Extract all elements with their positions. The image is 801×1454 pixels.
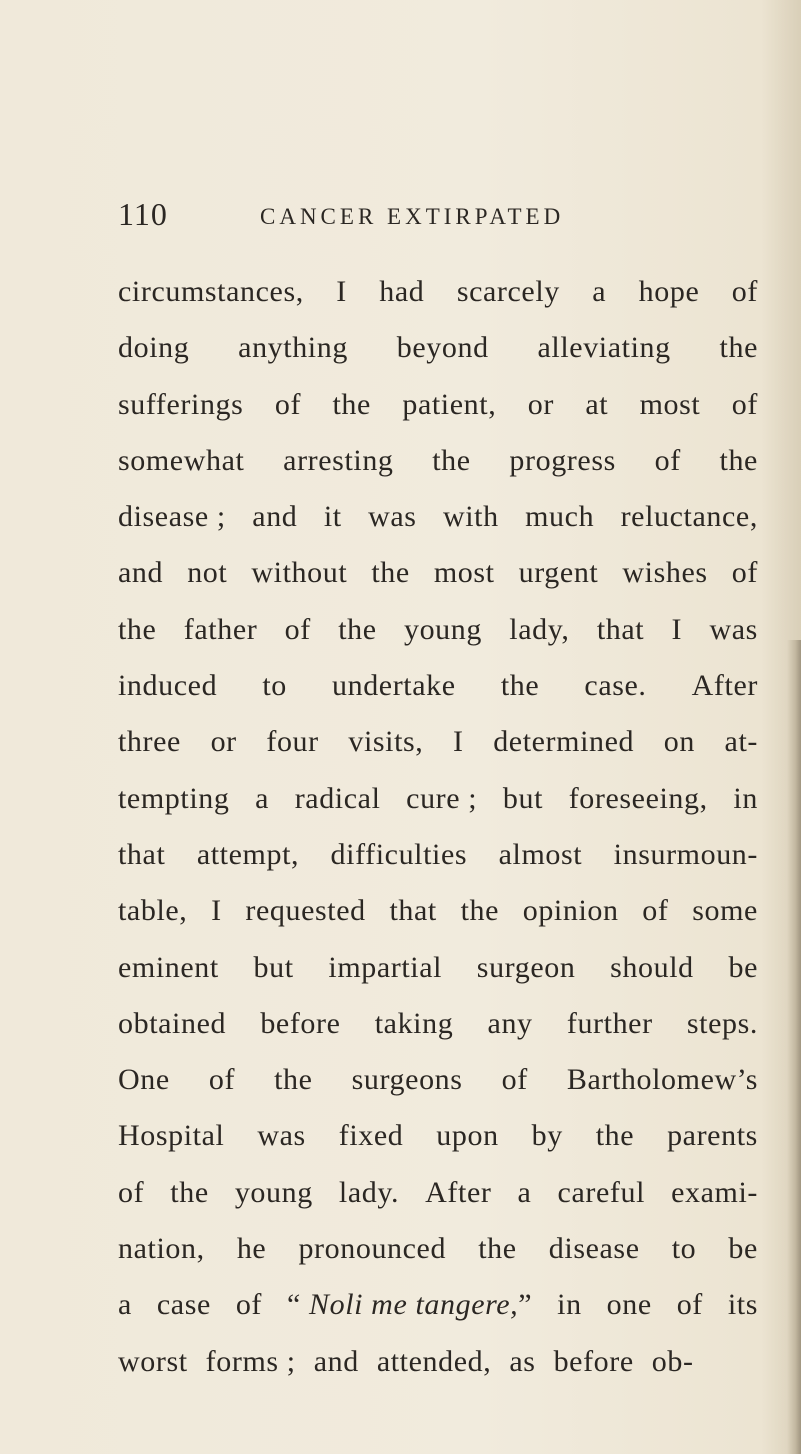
text-line-3 bbox=[118, 377, 758, 433]
word: foreseeing, bbox=[568, 781, 708, 815]
word: One bbox=[118, 1063, 170, 1097]
word: eminent bbox=[118, 950, 219, 984]
word: most bbox=[433, 556, 495, 590]
word: a bbox=[592, 275, 607, 308]
text-line-14 bbox=[118, 996, 758, 1052]
word: nation, bbox=[118, 1232, 205, 1266]
word: be bbox=[728, 950, 758, 984]
word: sufferings bbox=[118, 387, 244, 421]
word: at bbox=[585, 387, 609, 421]
word: surgeon bbox=[476, 950, 576, 984]
word: was bbox=[368, 500, 417, 534]
word: most bbox=[639, 387, 701, 421]
word: I bbox=[211, 894, 222, 928]
word: three bbox=[118, 725, 181, 759]
text-line-19 bbox=[118, 1277, 758, 1333]
word: but bbox=[253, 950, 294, 984]
word: of bbox=[501, 1063, 528, 1097]
word: of bbox=[654, 443, 681, 477]
word: its bbox=[727, 1288, 758, 1322]
word: of bbox=[731, 556, 758, 590]
word: the bbox=[478, 1232, 517, 1266]
word: wishes bbox=[622, 556, 708, 590]
word: Hospital bbox=[118, 1119, 225, 1153]
word: the bbox=[371, 556, 410, 590]
word: was bbox=[257, 1119, 306, 1153]
word: not bbox=[187, 556, 228, 590]
word: case bbox=[156, 1288, 211, 1322]
text-line-8 bbox=[118, 658, 758, 714]
word: any bbox=[487, 1006, 533, 1040]
text-line-17 bbox=[118, 1165, 758, 1221]
word: that bbox=[389, 894, 437, 928]
word: surgeons bbox=[351, 1063, 463, 1097]
word: almost bbox=[498, 837, 583, 871]
word: disease bbox=[548, 1232, 640, 1266]
word: Bartholomew’s bbox=[566, 1063, 758, 1097]
word: of bbox=[274, 387, 302, 421]
word: case. bbox=[584, 669, 647, 703]
word: careful bbox=[557, 1175, 646, 1209]
text-line-5 bbox=[118, 489, 758, 545]
word: urgent bbox=[518, 556, 599, 590]
word: cure ; bbox=[406, 781, 478, 815]
word: arresting bbox=[283, 443, 394, 477]
word: taking bbox=[374, 1006, 454, 1040]
running-head: CANCER EXTIRPATED bbox=[260, 204, 565, 229]
word: After bbox=[425, 1175, 492, 1209]
word: father bbox=[183, 612, 258, 646]
text-lines bbox=[118, 264, 758, 1277]
word: he bbox=[236, 1232, 267, 1266]
word: After bbox=[691, 669, 758, 703]
word: young bbox=[403, 612, 482, 646]
word: much bbox=[525, 500, 595, 534]
word: and bbox=[252, 500, 298, 534]
word: to bbox=[262, 669, 287, 703]
word: upon bbox=[436, 1119, 499, 1153]
word: to bbox=[671, 1232, 697, 1266]
word: the bbox=[432, 443, 471, 477]
word: the bbox=[332, 387, 371, 421]
body-text bbox=[118, 264, 758, 1390]
text-line-4 bbox=[118, 433, 758, 489]
text-line-20 bbox=[118, 1334, 758, 1390]
text-line-18 bbox=[118, 1221, 758, 1277]
word: before bbox=[553, 1344, 634, 1378]
word: should bbox=[610, 950, 694, 984]
word: further bbox=[566, 1006, 653, 1040]
word: circumstances, bbox=[118, 275, 304, 308]
word: on bbox=[663, 725, 695, 759]
word: lady, bbox=[509, 612, 570, 646]
word: the bbox=[274, 1063, 313, 1097]
word: alleviating bbox=[537, 331, 671, 365]
word: of bbox=[118, 1175, 145, 1209]
word: parents bbox=[667, 1119, 758, 1153]
text-line-9 bbox=[118, 714, 758, 770]
page-header bbox=[118, 196, 758, 244]
text-line-12 bbox=[118, 883, 758, 939]
word: induced bbox=[118, 669, 218, 703]
word: scarcely bbox=[456, 275, 560, 308]
word: exami- bbox=[671, 1175, 758, 1209]
word: of bbox=[731, 387, 758, 421]
word: tempting bbox=[118, 781, 230, 815]
word: I bbox=[453, 725, 464, 759]
word: radical bbox=[294, 781, 381, 815]
word: pronounced bbox=[298, 1232, 447, 1266]
word: that bbox=[118, 837, 166, 871]
word: and bbox=[118, 556, 164, 590]
word: the bbox=[338, 612, 377, 646]
word: of bbox=[208, 1063, 236, 1097]
text-line-13 bbox=[118, 940, 758, 996]
word: somewhat bbox=[118, 443, 245, 477]
word: steps. bbox=[686, 1006, 758, 1040]
word: one bbox=[606, 1288, 652, 1322]
word: and bbox=[313, 1344, 359, 1378]
word: opinion bbox=[522, 894, 619, 928]
word: the bbox=[170, 1175, 209, 1209]
word: the bbox=[500, 669, 540, 703]
word: a bbox=[118, 1288, 132, 1322]
word: visits, bbox=[348, 725, 424, 759]
text-line-7 bbox=[118, 602, 758, 658]
word: patient, bbox=[402, 387, 497, 421]
text-line-10 bbox=[118, 771, 758, 827]
text-line-6 bbox=[118, 545, 758, 601]
word: a bbox=[255, 781, 270, 815]
word: I bbox=[671, 612, 683, 646]
word: undertake bbox=[332, 669, 456, 703]
word: it bbox=[323, 500, 342, 534]
word: fixed bbox=[338, 1119, 404, 1153]
word: attended, bbox=[376, 1344, 492, 1378]
word: be bbox=[728, 1232, 758, 1266]
word: four bbox=[266, 725, 319, 759]
word: obtained bbox=[118, 1006, 227, 1040]
text-line-11 bbox=[118, 827, 758, 883]
word: was bbox=[709, 612, 758, 646]
text-line-1 bbox=[118, 264, 758, 320]
word: of bbox=[284, 612, 311, 646]
word: beyond bbox=[396, 331, 489, 365]
word: reluctance, bbox=[620, 500, 758, 534]
word: by bbox=[531, 1119, 563, 1153]
word: without bbox=[251, 556, 348, 590]
word: hope bbox=[638, 275, 700, 308]
page-edge-shadow bbox=[787, 640, 801, 1454]
word: with bbox=[442, 500, 499, 534]
word: the bbox=[719, 331, 758, 365]
word: attempt, bbox=[196, 837, 300, 871]
word: as bbox=[509, 1344, 536, 1378]
word: progress bbox=[509, 443, 616, 477]
word: of bbox=[731, 275, 758, 308]
word: or bbox=[210, 725, 237, 759]
word: insurmoun- bbox=[613, 837, 758, 871]
word: in bbox=[557, 1288, 582, 1322]
word: ob- bbox=[651, 1344, 694, 1378]
word: disease ; bbox=[118, 500, 226, 534]
word: or bbox=[527, 387, 554, 421]
word: that bbox=[596, 612, 645, 646]
word: doing bbox=[118, 331, 190, 365]
word: the bbox=[595, 1119, 635, 1153]
word: but bbox=[502, 781, 544, 815]
word: anything bbox=[238, 331, 348, 365]
word: the bbox=[719, 443, 758, 477]
word: worst bbox=[118, 1344, 188, 1378]
word: before bbox=[260, 1006, 341, 1040]
word: table, bbox=[118, 894, 188, 928]
word: the bbox=[118, 612, 157, 646]
word: at- bbox=[724, 725, 758, 759]
text-line-2 bbox=[118, 320, 758, 376]
word: determined bbox=[493, 725, 635, 759]
word: the bbox=[460, 894, 500, 928]
word: I bbox=[336, 275, 347, 308]
word: impartial bbox=[328, 950, 443, 984]
word: lady. bbox=[338, 1175, 400, 1209]
word: had bbox=[379, 275, 425, 308]
word: forms ; bbox=[205, 1344, 296, 1378]
page-number: 110 bbox=[118, 196, 168, 232]
word: difficulties bbox=[330, 837, 468, 871]
word: of bbox=[235, 1288, 263, 1322]
word: some bbox=[692, 894, 758, 928]
word: in bbox=[733, 781, 758, 815]
word: of bbox=[642, 894, 669, 928]
word: a bbox=[517, 1175, 532, 1209]
text-line-15 bbox=[118, 1052, 758, 1108]
word: of bbox=[676, 1288, 703, 1322]
italic-phrase: “ Noli me tangere,” bbox=[286, 1288, 533, 1322]
word: young bbox=[234, 1175, 313, 1209]
text-line-16 bbox=[118, 1108, 758, 1164]
word: requested bbox=[245, 894, 366, 928]
